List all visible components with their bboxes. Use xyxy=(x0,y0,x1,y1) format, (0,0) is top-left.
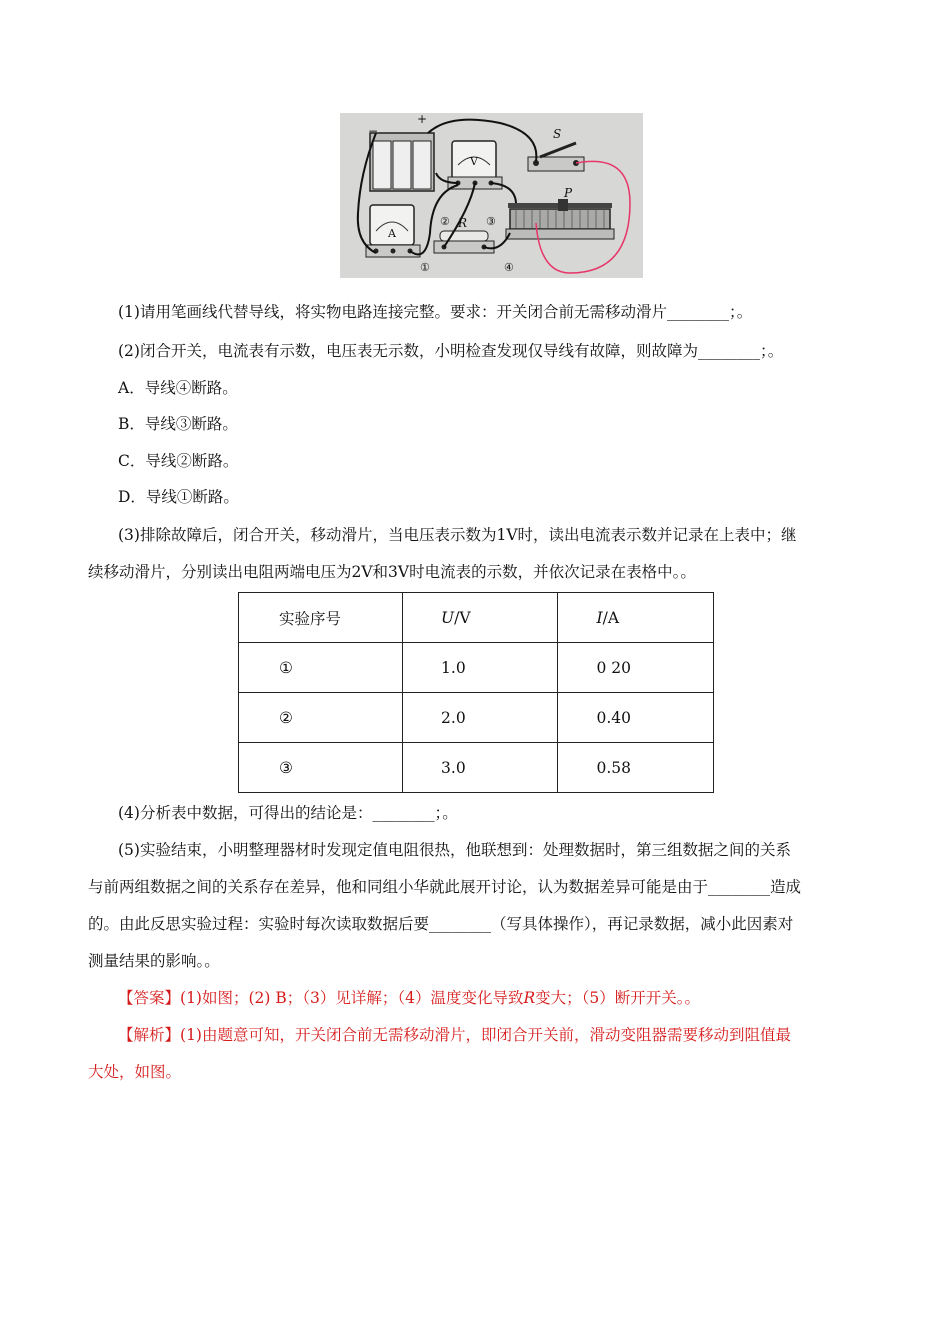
table-row xyxy=(239,693,714,743)
cell-current: 0 20 xyxy=(558,643,714,693)
ammeter-label: A xyxy=(388,227,396,240)
analysis-text: (1)由题意可知，开关闭合前无需移动滑片，即闭合开关前，滑动变阻器需要移动到阻值最 xyxy=(180,1026,791,1044)
header-trial: 实验序号 xyxy=(239,593,403,643)
wire-label-1: ① xyxy=(420,261,430,274)
cell-trial: ③ xyxy=(239,743,403,793)
cell-voltage: 3.0 xyxy=(403,743,558,793)
cell-trial: ② xyxy=(239,693,403,743)
answer-text: (1)如图；(2) B；（3）见详解；（4）温度变化导致 xyxy=(180,989,524,1007)
table-row xyxy=(239,643,714,693)
analysis-line-1 xyxy=(118,1024,868,1046)
header-voltage: U/V xyxy=(403,593,558,643)
circuit-figure xyxy=(340,113,643,278)
analysis-line-2: 大处，如图。 xyxy=(88,1063,182,1081)
answer xyxy=(118,987,868,1009)
option-b: B．导线③断路。 xyxy=(118,415,238,433)
cell-voltage: 2.0 xyxy=(403,693,558,743)
data-table xyxy=(238,592,714,793)
question-3-line-2: 续移动滑片，分别读出电阻两端电压为2V和3V时电流表的示数，并依次记录在表格中。。 xyxy=(88,563,696,581)
question-1: (1)请用笔画线代替导线，将实物电路连接完整。要求：开关闭合前无需移动滑片________；。 xyxy=(118,303,753,321)
question-2: (2)闭合开关，电流表有示数，电压表无示数，小明检查发现仅导线有故障，则故障为________；。 xyxy=(118,342,784,360)
question-5-line-4: 测量结果的影响。。 xyxy=(88,952,220,970)
ammeter xyxy=(366,205,420,257)
option-c: C．导线②断路。 xyxy=(118,452,239,470)
circuit-photo xyxy=(340,113,643,278)
battery-plus-label: + xyxy=(417,113,428,126)
answer-symbol: R xyxy=(523,989,536,1007)
question-5-line-1: (5)实验结束，小明整理器材时发现定值电阻很热，他联想到：处理数据时，第三组数据之间的关系 xyxy=(118,841,791,859)
slider-label: P xyxy=(564,186,573,200)
cell-current: 0.40 xyxy=(558,693,714,743)
question-5-line-3: 的。由此反思实验过程：实验时每次读取数据后要________（写具体操作），再记录数据，减小此因素对 xyxy=(88,915,794,933)
question-5-line-2: 与前两组数据之间的关系存在差异，他和同组小华就此展开讨论，认为数据差异可能是由于________造成 xyxy=(88,878,802,896)
option-a: A．导线④断路。 xyxy=(118,379,238,397)
analysis-tag: 【解析】 xyxy=(118,1026,181,1044)
cell-current: 0.58 xyxy=(558,743,714,793)
answer-text-end: 变大；（5）断开开关。。 xyxy=(535,989,701,1007)
voltmeter-label: V xyxy=(470,155,478,168)
wire-label-2: ② xyxy=(440,215,450,228)
question-3-line-1: (3)排除故障后，闭合开关，移动滑片，当电压表示数为1V时，读出电流表示数并记录在上表中；继 xyxy=(118,526,797,544)
voltmeter xyxy=(448,141,502,189)
battery-minus-label: − xyxy=(368,124,379,138)
question-4: (4)分析表中数据，可得出的结论是：________；。 xyxy=(118,804,458,822)
resistor-label: R xyxy=(458,216,468,230)
header-current: I/A xyxy=(558,593,714,643)
switch-label: S xyxy=(553,127,562,141)
table-header-row xyxy=(239,593,714,643)
table-row xyxy=(239,743,714,793)
answer-tag: 【答案】 xyxy=(118,989,181,1007)
wire-label-4: ④ xyxy=(504,261,514,274)
wire-label-3: ③ xyxy=(486,215,496,228)
option-d: D．导线①断路。 xyxy=(118,488,239,506)
cell-voltage: 1.0 xyxy=(403,643,558,693)
cell-trial: ① xyxy=(239,643,403,693)
